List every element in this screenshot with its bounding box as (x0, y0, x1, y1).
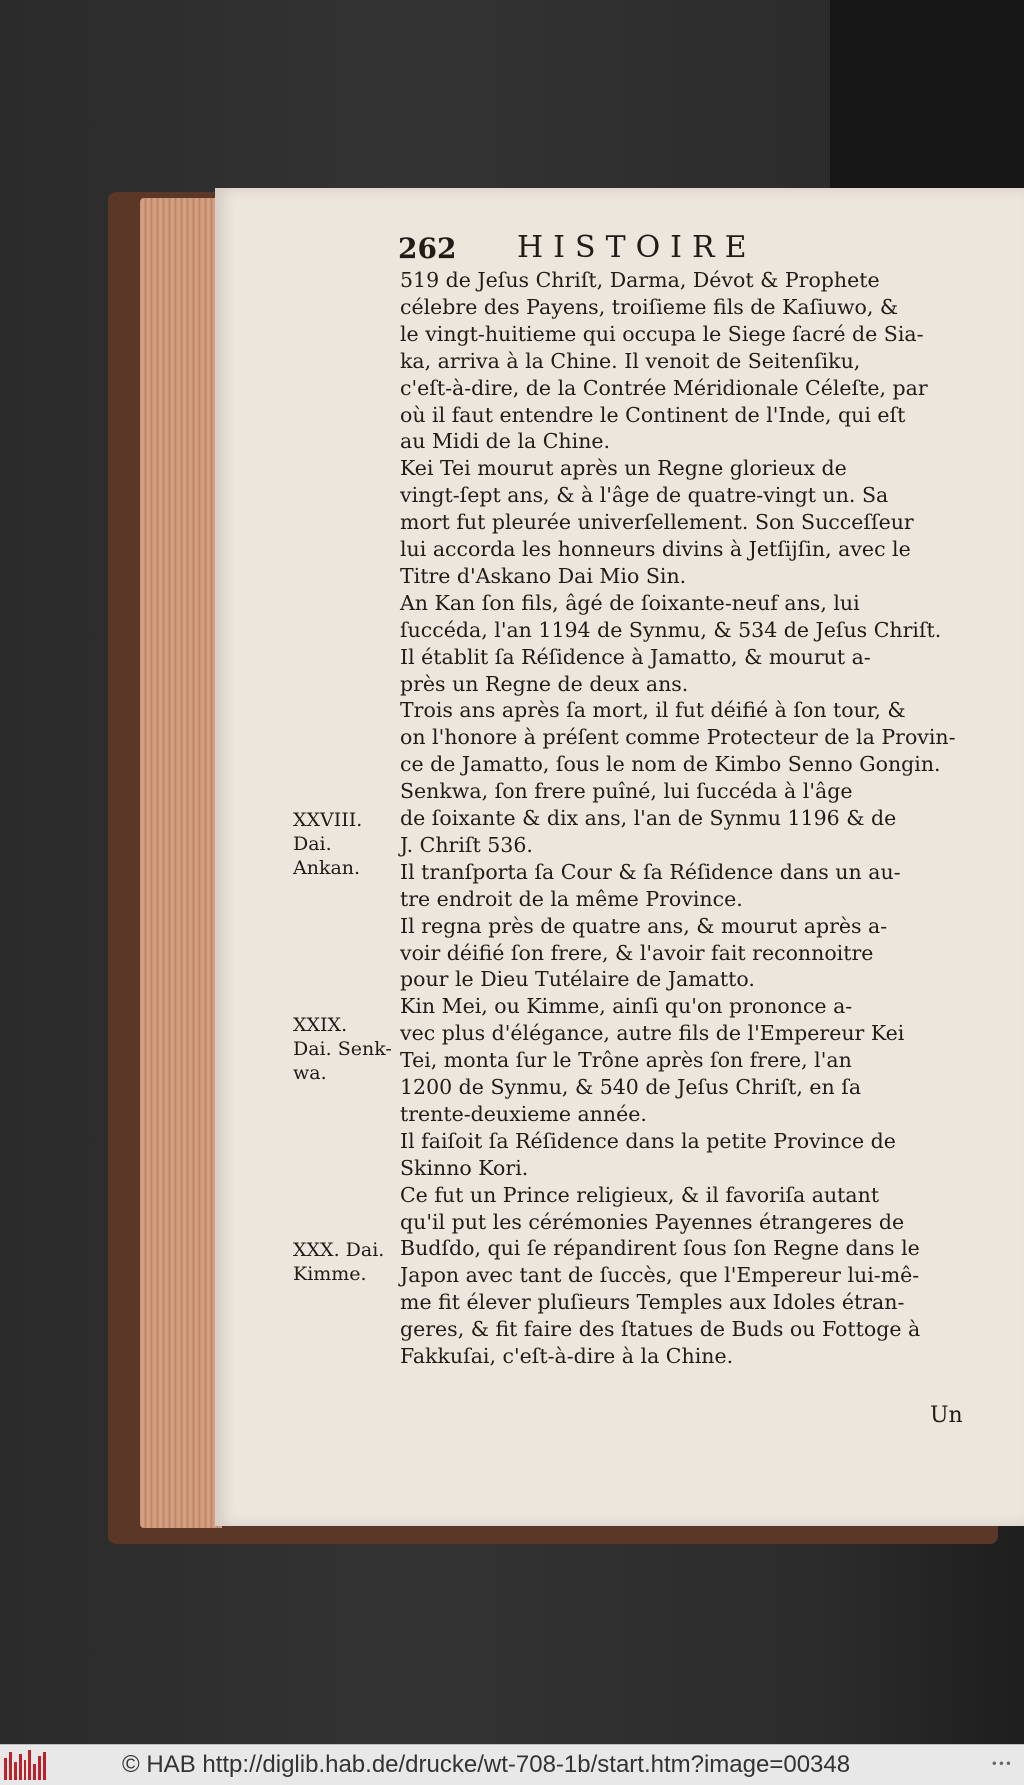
text-line: Skinno Kori. (400, 1155, 529, 1180)
text-line: tre endroit de la même Province. (400, 886, 743, 911)
margin-note-28 (293, 808, 362, 880)
text-line: Il établit ſa Réſidence à Jamatto, & mourut a- (400, 644, 871, 669)
text-line: voir déifié ſon frere, & l'avoir fait reconnoitre (400, 940, 874, 965)
text-line: trente-deuxieme année. (400, 1101, 647, 1126)
text-line: mort fut pleurée univerſellement. Son Succeſſeur (400, 510, 914, 535)
text-line: Kin Mei, ou Kimme, ainſi qu'on prononce a- (400, 994, 853, 1019)
text-line: Il tranſporta ſa Cour & ſa Réſidence dans un au- (400, 859, 901, 884)
text-line: Il regna près de quatre ans, & mourut après a- (400, 913, 888, 938)
footer-url[interactable]: © HAB http://diglib.hab.de/drucke/wt-708-1b/start.htm?image=00348 (122, 1751, 851, 1778)
text-line: on l'honore à préſent comme Protecteur de la Provin- (400, 725, 956, 750)
margin-note-30 (293, 1238, 384, 1286)
running-head: HISTOIRE (517, 230, 757, 265)
book-page-edges (140, 198, 222, 1528)
footer-bar (0, 1744, 1024, 1785)
text-line: Tei, monta ſur le Trône après ſon frere, l'an (400, 1048, 852, 1073)
page-number: 262 (398, 232, 457, 265)
text-line: vingt-ſept ans, & à l'âge de quatre-vingt un. Sa (400, 483, 889, 508)
text-line: 519 de Jeſus Chriſt, Darma, Dévot & Prophete (400, 268, 880, 292)
text-line: Budſdo, qui ſe répandirent ſous ſon Regne dans le (400, 1236, 920, 1261)
text-line: Il faiſoit ſa Réſidence dans la petite Province de (400, 1128, 896, 1153)
text-line: Titre d'Askano Dai Mio Sin. (400, 563, 687, 588)
text-line: Trois ans après ſa mort, il fut déifié à ſon tour, & (400, 698, 906, 723)
margin-note-29 (293, 1013, 392, 1085)
text-line: lui accorda les honneurs divins à Jetſijſin, avec le (400, 537, 911, 561)
margin-note-line: XXIX. (293, 1014, 348, 1036)
page-text (215, 188, 1024, 1526)
text-line: c'eſt-à-dire, de la Contrée Méridionale Céleſte, par (400, 375, 928, 400)
text-line: au Midi de la Chine. (400, 429, 611, 454)
text-line: ſuccéda, l'an 1194 de Synmu, & 534 de Jeſus Chriſt. (400, 617, 942, 642)
text-line: Kei Tei mourut après un Regne glorieux de (400, 456, 847, 481)
text-line: Fakkuſai, c'eſt-à-dire à la Chine. (400, 1344, 734, 1368)
more-dots-icon[interactable]: ••• (990, 1757, 1012, 1771)
text-line: ka, arriva à la Chine. Il venoit de Seitenſiku, (400, 348, 861, 373)
margin-note-line: Kimme. (293, 1263, 367, 1285)
hab-logo-icon (4, 1750, 46, 1780)
text-line: Japon avec tant de ſuccès, que l'Empereur lui-mê- (400, 1263, 920, 1288)
margin-note-line: wa. (293, 1062, 327, 1084)
margin-note-line: Dai. (293, 833, 332, 855)
background-shadow (830, 0, 1024, 190)
text-line: qu'il put les cérémonies Payennes étrangeres de (400, 1209, 905, 1234)
text-line: J. Chriſt 536. (400, 832, 533, 857)
text-line: le vingt-huitieme qui occupa le Siege ſacré de Sia- (400, 321, 924, 346)
text-line: près un Regne de deux ans. (400, 671, 689, 696)
text-line: ce de Jamatto, ſous le nom de Kimbo Senno Gongin. (400, 752, 941, 777)
text-line: 1200 de Synmu, & 540 de Jeſus Chriſt, en ſa (400, 1075, 862, 1099)
text-line: me fit élever pluſieurs Temples aux Idoles étran- (400, 1290, 905, 1315)
text-line: vec plus d'élégance, autre fils de l'Empereur Kei (400, 1021, 905, 1046)
text-line: An Kan ſon fils, âgé de ſoixante-neuf ans, lui (400, 590, 860, 615)
margin-note-line: Dai. Senk- (293, 1038, 392, 1060)
text-line: geres, & fit faire des ſtatues de Buds ou Fottoge à (400, 1317, 921, 1342)
text-line: de ſoixante & dix ans, l'an de Synmu 1196 & de (400, 806, 897, 830)
text-line: célebre des Payens, troiſieme fils de Kaſiuwo, & (400, 294, 899, 319)
book-page (215, 188, 1024, 1526)
text-line: Ce fut un Prince religieux, & il favoriſa autant (400, 1182, 880, 1207)
text-line: où il faut entendre le Continent de l'Inde, qui eſt (400, 402, 906, 427)
text-line: pour le Dieu Tutélaire de Jamatto. (400, 967, 755, 992)
margin-note-line: Ankan. (293, 857, 361, 879)
catchword: Un (930, 1403, 963, 1428)
margin-note-line: XXVIII. (293, 809, 363, 831)
margin-note-line: XXX. Dai. (293, 1239, 385, 1261)
text-line: Senkwa, ſon frere puîné, lui ſuccéda à l'âge (400, 779, 853, 804)
